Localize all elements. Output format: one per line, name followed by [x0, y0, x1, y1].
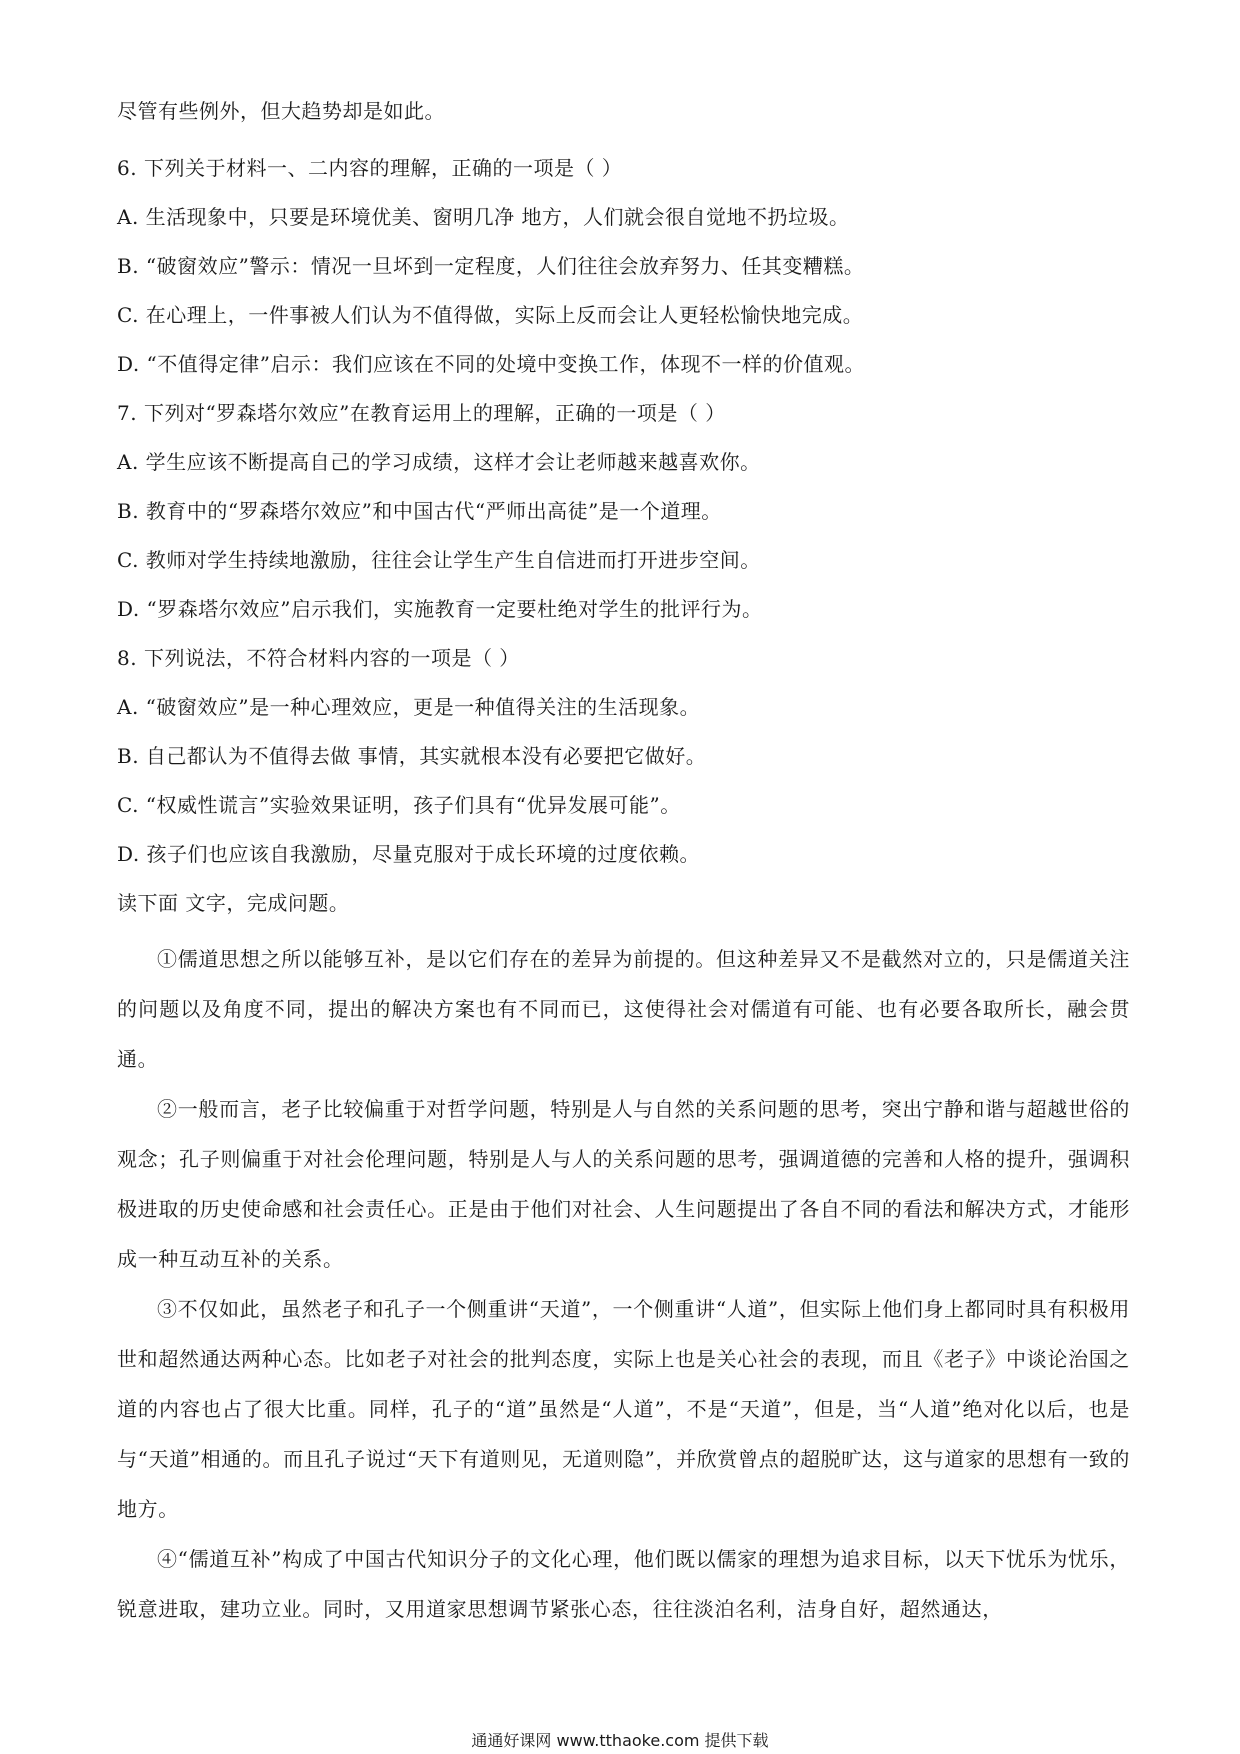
passage-paragraph-3: ③不仅如此，虽然老子和孔子一个侧重讲“天道”，一个侧重讲“人道”，但实际上他们身上都同时具有积极用世和超然通达两种心态。比如老子对社会的批判态度，实际上也是关心社会的表现，而且《老子》中谈论治国之道的内容也占了很大比重。同样，孔子的“道”虽然是“人道”，不是“天道”，但是，当“人道”绝对化以后，也是与“天道”相通的。而且孔子说过“天下有道则见，无道则隐”，并欣赏曾点的超脱旷达，这与道家的思想有一致的地方。 — [117, 1297, 1130, 1521]
question-6-option-d: D. “不值得定律”启示：我们应该在不同的处境中变换工作，体现不一样的价值观。 — [117, 352, 865, 376]
reading-prompt: 读下面 文字，完成问题。 — [117, 891, 350, 915]
question-7-option-a: A. 学生应该不断提高自己的学习成绩，这样才会让老师越来越喜欢你。 — [117, 450, 761, 474]
question-8-option-d: D. 孩子们也应该自我激励，尽量克服对于成长环境的过度依赖。 — [117, 842, 701, 866]
question-8-stem: 8. 下列说法，不符合材料内容的一项是（ ） — [117, 646, 520, 670]
question-8-option-c: C. “权威性谎言”实验效果证明，孩子们具有“优异发展可能”。 — [117, 793, 681, 817]
question-6-stem: 6. 下列关于材料一、二内容的理解，正确的一项是（ ） — [117, 156, 623, 180]
passage-paragraph-4: ④“儒道互补”构成了中国古代知识分子的文化心理，他们既以儒家的理想为追求目标，以天下忧乐为忧乐，锐意进取，建功立业。同时，又用道家思想调节紧张心态，往往淡泊名利，洁身自好，超然通达， — [117, 1547, 1130, 1621]
question-7-stem: 7. 下列对“罗森塔尔效应”在教育运用上的理解，正确的一项是（ ） — [117, 401, 726, 425]
question-7-option-b: B. 教育中的“罗森塔尔效应”和中国古代“严师出高徒”是一个道理。 — [117, 499, 722, 523]
question-6-option-c: C. 在心理上，一件事被人们认为不值得做，实际上反而会让人更轻松愉快地完成。 — [117, 303, 864, 327]
intro-line: 尽管有些例外，但大趋势却是如此。 — [117, 99, 445, 123]
question-8-option-b: B. 自己都认为不值得去做 事情，其实就根本没有必要把它做好。 — [117, 744, 707, 768]
question-6-option-a: A. 生活现象中，只要是环境优美、窗明几净 地方，人们就会很自觉地不扔垃圾。 — [117, 205, 850, 229]
question-7-option-d: D. “罗森塔尔效应”启示我们，实施教育一定要杜绝对学生的批评行为。 — [117, 597, 763, 621]
question-8-option-a: A. “破窗效应”是一种心理效应，更是一种值得关注的生活现象。 — [117, 695, 701, 719]
passage-paragraph-1: ①儒道思想之所以能够互补，是以它们存在的差异为前提的。但这种差异又不是截然对立的，只是儒道关注的问题以及角度不同，提出的解决方案也有不同而已，这使得社会对儒道有可能、也有必要各取所长，融会贯通。 — [117, 947, 1130, 1071]
footer-download-note: 通通好课网 www.tthaoke.com 提供下载 — [471, 1731, 769, 1750]
question-6-option-b: B. “破窗效应”警示：情况一旦坏到一定程度，人们往往会放弃努力、任其变糟糕。 — [117, 254, 865, 278]
question-7-option-c: C. 教师对学生持续地激励，往往会让学生产生自信进而打开进步空间。 — [117, 548, 761, 572]
passage-paragraph-2: ②一般而言，老子比较偏重于对哲学问题，特别是人与自然的关系问题的思考，突出宁静和谐与超越世俗的观念；孔子则偏重于对社会伦理问题，特别是人与人的关系问题的思考，强调道德的完善和人格的提升，强调积极进取的历史使命感和社会责任心。正是由于他们对社会、人生问题提出了各自不同的看法和解决方式，才能形成一种互动互补的关系。 — [117, 1097, 1130, 1271]
